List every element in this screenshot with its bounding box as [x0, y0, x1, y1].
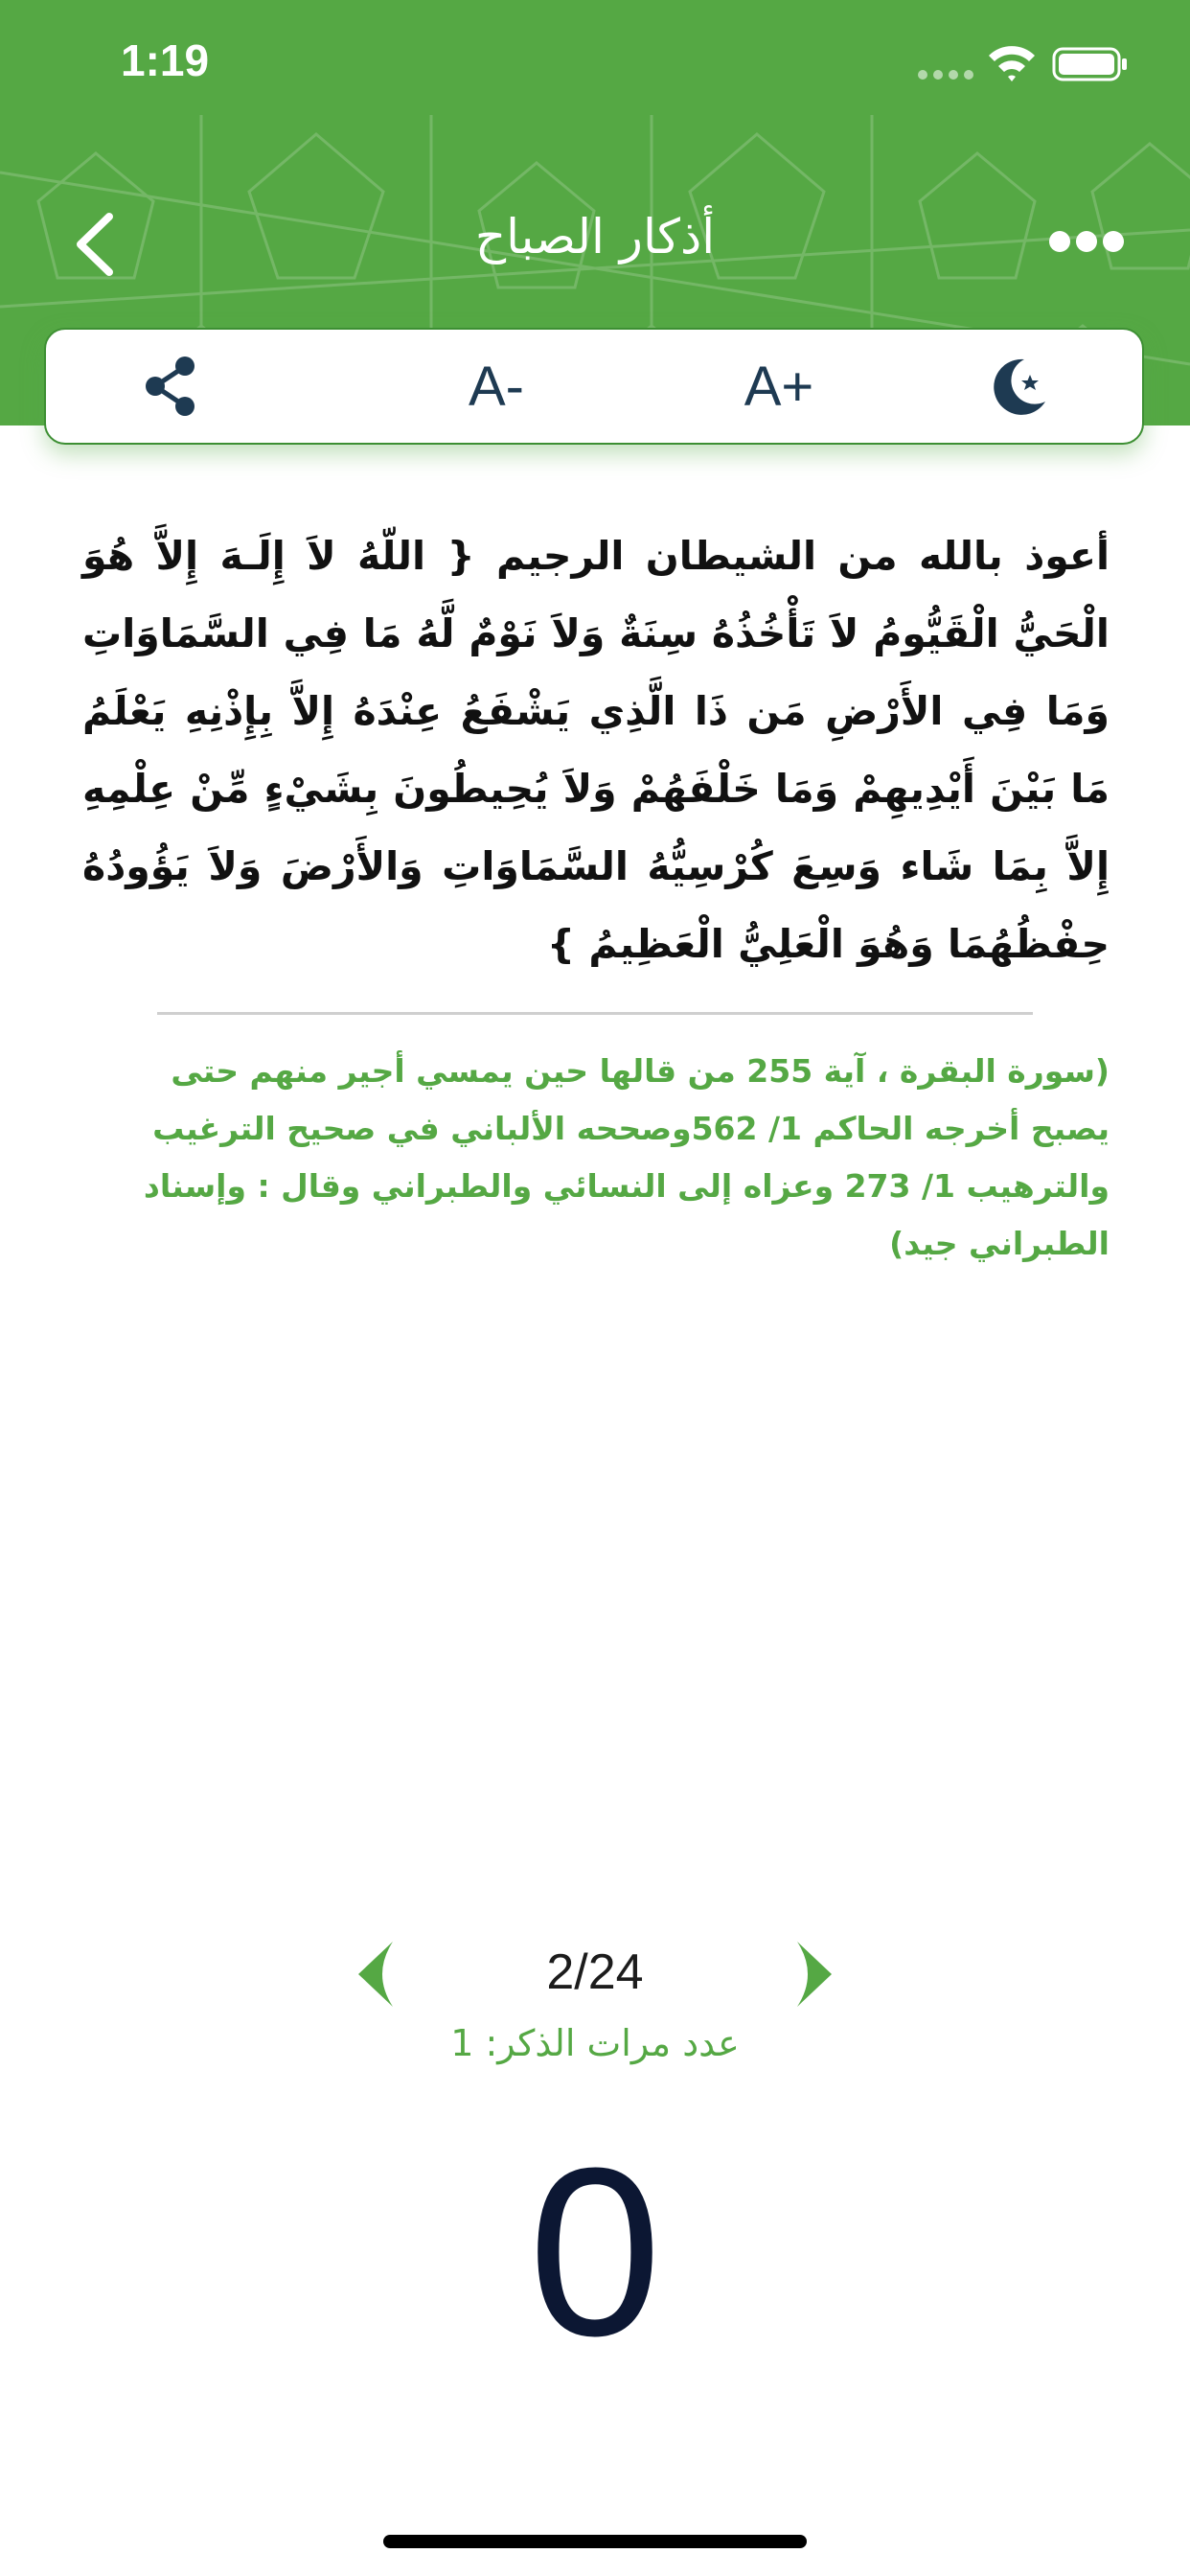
reading-toolbar: [44, 328, 1144, 445]
nav-bar: [0, 192, 1190, 297]
tap-counter[interactable]: 0: [528, 2118, 662, 2385]
battery-icon: [1052, 46, 1129, 82]
triangle-left-icon[interactable]: [355, 1940, 397, 2009]
font-increase-button[interactable]: [693, 330, 865, 443]
share-icon: [142, 356, 199, 417]
font-decrease-label: A-: [469, 355, 524, 418]
font-increase-label: A+: [744, 355, 814, 418]
moon-star-icon: [988, 356, 1049, 417]
chevron-left-icon[interactable]: [63, 211, 130, 278]
status-bar: [0, 0, 1190, 126]
divider: [157, 1012, 1033, 1015]
font-decrease-button[interactable]: [410, 330, 583, 443]
home-indicator: [383, 2535, 807, 2548]
signal-icon: [918, 65, 979, 83]
wifi-icon: [987, 42, 1037, 84]
status-time: 1:19: [121, 35, 210, 85]
pager: [355, 1936, 835, 2012]
page-indicator: 2/24: [546, 1944, 644, 2000]
zikr-text: أعوذ بالله من الشيطان الرجيم { اللّهُ لاَ إِلَـهَ إِلاَّ هُوَ الْحَيُّ الْقَيُّومُ لاَ تَأْخُذُهُ سِنَةٌ وَلاَ نَوْمٌ لَّهُ مَا فِي السَّمَاوَاتِ وَمَا فِي الأَرْضِ مَن ذَا الَّذِي يَشْفَعُ عِنْدَهُ إِلاَّ بِإِذْنِهِ يَعْلَمُ مَا بَيْنَ أَيْدِيهِمْ وَمَا خَلْفَهُمْ وَلاَ يُحِيطُونَ بِشَيْءٍ مِّنْ عِلْمِهِ إِلاَّ بِمَا شَاء وَسِعَ كُرْسِيُّهُ السَّمَاوَاتِ وَالأَرْضَ وَلاَ يَؤُودُهُ حِفْظُهُمَا وَهُوَ الْعَلِيُّ الْعَظِيمُ }: [82, 533, 1110, 967]
zikr-source: (سورة البقرة ، آية 255 من قالها حين يمسي أجير منهم حتى يصبح أخرجه الحاكم 1/ 562وصححه الألباني في صحيح الترغيب والترهيب 1/ 273 وعزاه إلى النسائي والطبراني وقال : وإسناد الطبراني جيد): [143, 1052, 1110, 1262]
page-title: أذكار الصباح: [474, 209, 716, 264]
triangle-right-icon[interactable]: [793, 1940, 835, 2009]
repeat-count: عدد مرات الذكر: 1: [450, 2022, 740, 2064]
share-button[interactable]: [132, 330, 209, 443]
night-mode-button[interactable]: [975, 330, 1062, 443]
ellipsis-icon[interactable]: [1048, 226, 1125, 257]
